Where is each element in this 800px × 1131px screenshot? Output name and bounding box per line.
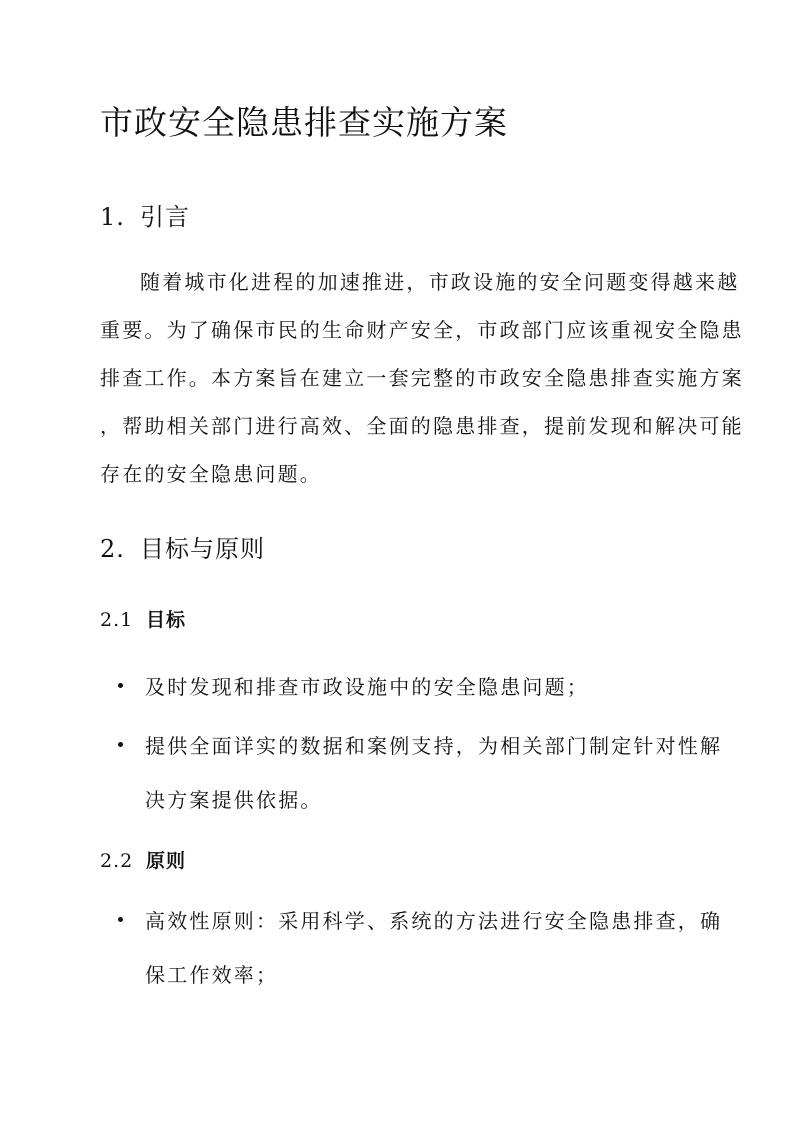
list-item-text: 及时发现和排查市政设施中的安全隐患问题； — [145, 675, 589, 699]
list-item — [118, 719, 723, 827]
bullet-icon — [118, 683, 123, 688]
list-item-text: 保工作效率； — [145, 963, 279, 987]
section-number: 2. — [100, 535, 125, 563]
section-heading-goals-principles — [100, 529, 265, 564]
subsection-number: 2.1 — [100, 609, 134, 631]
subsection-title: 原则 — [146, 850, 187, 872]
subsection-title: 目标 — [146, 609, 187, 631]
list-item-text: 提供全面详实的数据和案例支持，为相关部门制定针对性解 — [145, 734, 723, 758]
introduction-paragraph — [100, 258, 744, 498]
subsection-number: 2.2 — [100, 850, 134, 872]
subsection-heading-goals — [100, 605, 186, 632]
paragraph-line: 存在的安全隐患问题。 — [100, 462, 322, 486]
document-title: 市政安全隐患排查实施方案 — [100, 103, 508, 142]
list-item-text: 决方案提供依据。 — [145, 788, 323, 812]
paragraph-line: 重要。为了确保市民的生命财产安全，市政部门应该重视安全隐患 — [100, 318, 744, 342]
section-title: 目标与原则 — [140, 535, 265, 563]
section-title: 引言 — [140, 203, 190, 231]
bullet-icon — [118, 742, 123, 747]
subsection-heading-principles — [100, 846, 186, 873]
section-heading-introduction — [100, 197, 190, 232]
bullet-icon — [118, 917, 123, 922]
paragraph-line: ，帮助相关部门进行高效、全面的隐患排查，提前发现和解决可能 — [100, 414, 744, 438]
section-number: 1. — [100, 203, 125, 231]
list-item-text: 高效性原则：采用科学、系统的方法进行安全隐患排查，确 — [145, 909, 723, 933]
list-item — [118, 660, 718, 714]
paragraph-line: 随着城市化进程的加速推进，市政设施的安全问题变得越来越 — [140, 270, 740, 294]
paragraph-line: 排查工作。本方案旨在建立一套完整的市政安全隐患排查实施方案 — [100, 366, 744, 390]
list-item — [118, 894, 723, 1002]
